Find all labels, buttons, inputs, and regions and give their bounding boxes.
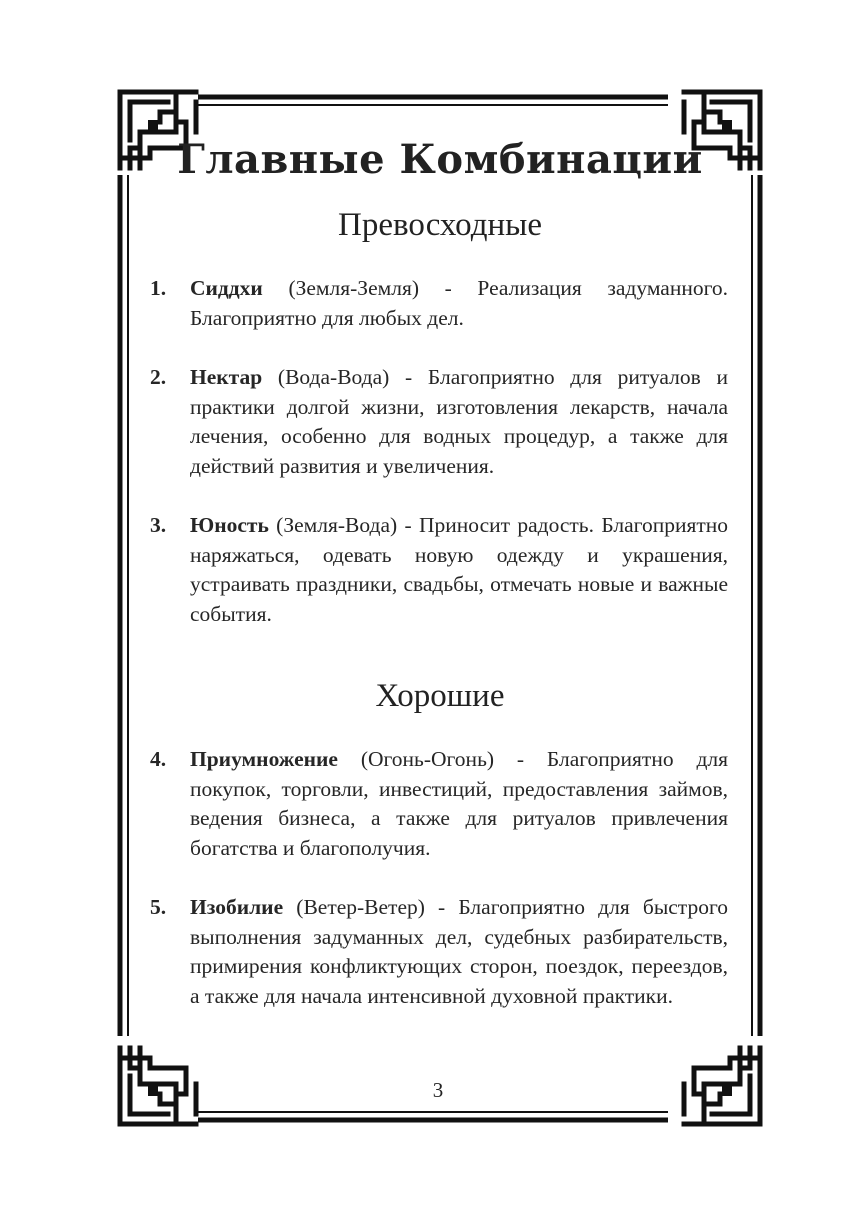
item-description: - Благоприятно для покупок, торговли, инвестиций, предоставления займов, ведения бизнеса, а также для ритуалов привлечения богатства и благополучия. [190,747,728,860]
item-pair: (Вода-Вода) [277,365,390,389]
item-term: Изобилие [190,895,284,919]
item-text [190,274,728,333]
item-description: - Благоприятно для быстрого выполнения задуманных дел, судебных разбирательств, примирения конфликтующих сторон, поездок, переездов, а также для начала интенсивной духовной практики. [190,895,728,1008]
list-item [150,511,728,629]
item-number: 5. [150,895,167,919]
item-term: Сиддхи [190,276,263,300]
item-term: Юность [190,513,269,537]
item-pair: (Земля-Вода) [276,513,398,537]
item-number: 1. [150,276,167,300]
corner-ornament-bottom-left [120,1048,196,1124]
page-title: Главные Комбинации [177,136,703,183]
list-item [150,893,728,1011]
item-number: 3. [150,513,167,537]
section-heading-good: Хорошие [375,678,505,714]
item-description: - Благоприятно для ритуалов и практики долгой жизни, изготовления лекарств, начала лечения, особенно для водных процедур, а также для действий развития и увеличения. [190,365,729,478]
item-description: - Приносит радость. Благоприятно наряжаться, одевать новую одежду и украшения, устраивать праздники, свадьбы, отмечать новые и важные события. [190,513,729,626]
corner-ornament-bottom-right [684,1048,760,1124]
item-pair: (Огонь-Огонь) [360,747,495,771]
item-description: - Реализация задуманного. Благоприятно для любых дел. [190,276,729,330]
list-item [150,274,728,333]
section-heading-excellent: Превосходные [338,207,542,243]
item-number: 4. [150,747,167,771]
list-item [150,745,728,863]
item-pair: (Ветер-Ветер) [296,895,425,919]
page-number: 3 [432,1078,444,1102]
item-text [190,745,728,863]
item-text [190,363,728,481]
item-number: 2. [150,365,167,389]
item-term: Приумножение [190,747,338,771]
item-text [190,511,728,629]
item-term: Нектар [190,365,263,389]
item-text [190,893,728,1011]
item-pair: (Земля-Земля) [288,276,419,300]
list-item [150,363,728,481]
